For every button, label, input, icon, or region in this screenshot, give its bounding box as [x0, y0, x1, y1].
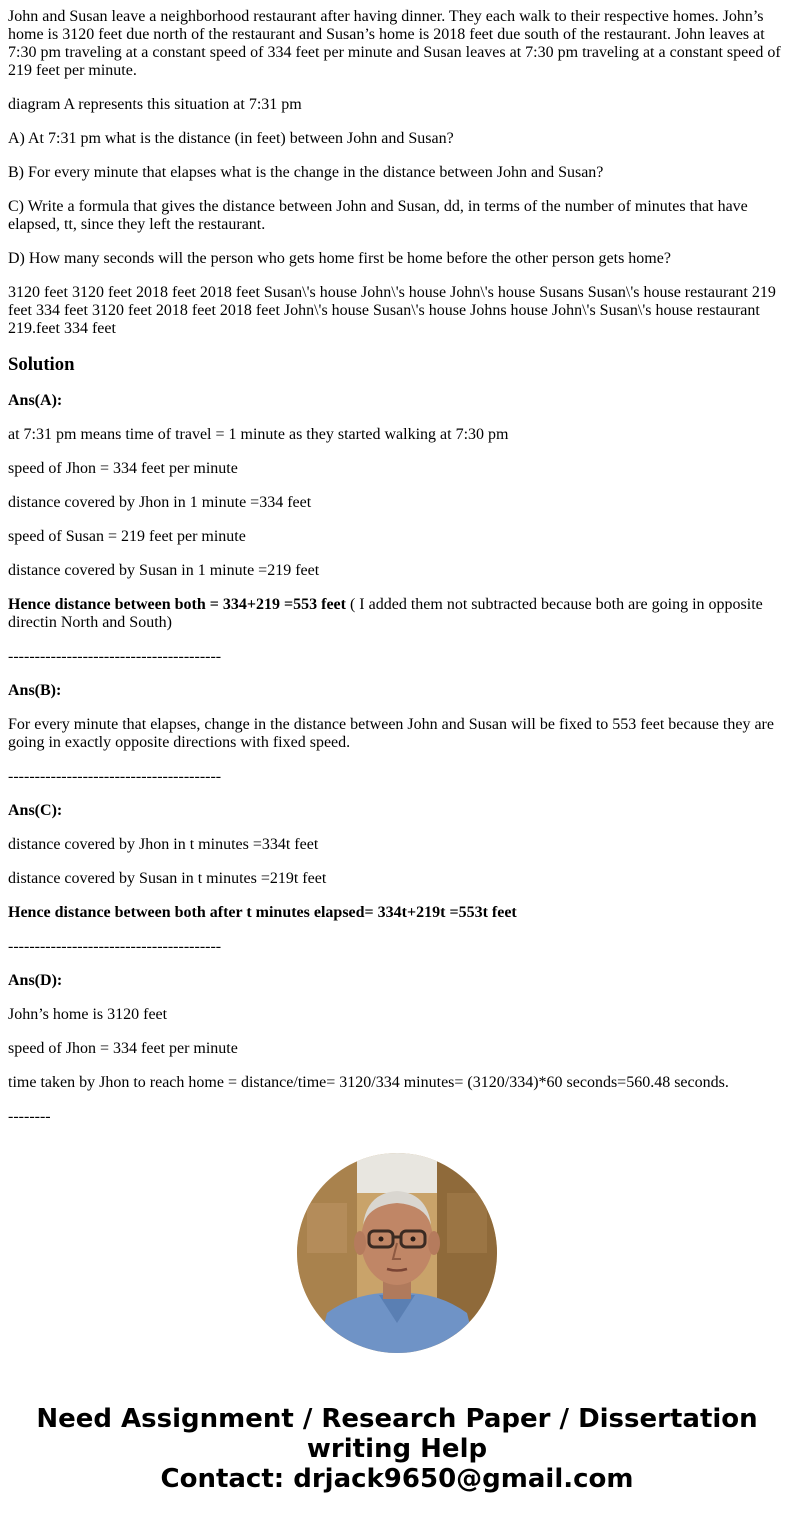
- answer-a-label: [8, 392, 786, 410]
- answer-d-label-text: Ans(D):: [8, 972, 63, 989]
- answer-d-label: [8, 972, 786, 990]
- separator-1: ----------------------------------------: [8, 648, 222, 665]
- author-portrait-image: [297, 1153, 497, 1353]
- answer-a-line3: distance covered by Jhon in 1 minute =334 feet: [8, 494, 312, 511]
- answer-a-line2: speed of Jhon = 334 feet per minute: [8, 460, 238, 477]
- question-part-b: B) For every minute that elapses what is the change in the distance between John and Susan?: [8, 164, 604, 181]
- footer-contact: [0, 1404, 794, 1494]
- answer-b-label-text: Ans(B):: [8, 682, 62, 699]
- footer-contact-email: Contact: drjack9650@gmail.com: [160, 1464, 634, 1494]
- answer-a-result-note: ( I added them not subtracted because both are going in opposite directin North and South): [8, 596, 763, 631]
- separator-3: ----------------------------------------: [8, 938, 222, 955]
- diagram-note: diagram A represents this situation at 7:31 pm: [8, 96, 302, 113]
- question-part-d: D) How many seconds will the person who gets home first be home before the other person gets home?: [8, 250, 671, 267]
- answer-b-label: [8, 682, 786, 700]
- separator-short: --------: [8, 1108, 51, 1125]
- answer-a-line5: distance covered by Susan in 1 minute =219 feet: [8, 562, 320, 579]
- answer-a-line1: at 7:31 pm means time of travel = 1 minute as they started walking at 7:30 pm: [8, 426, 509, 443]
- answer-c-label: [8, 802, 786, 820]
- author-avatar: [297, 1153, 497, 1353]
- question-part-c: C) Write a formula that gives the distance between John and Susan, dd, in terms of the number of minutes that have elapsed, tt, since they left the restaurant.: [8, 198, 748, 233]
- diagram-text: 3120 feet 3120 feet 2018 feet 2018 feet Susan\'s house John\'s house John\'s house Susans Susan\'s house restaurant 219 feet 334 feet 3120 feet 2018 feet 2018 feet John\'s house Susan\'s house Johns house John\'s Susan\'s house restaurant 219.feet 334 feet: [8, 284, 776, 337]
- answer-d-line2: speed of Jhon = 334 feet per minute: [8, 1040, 238, 1057]
- footer-line-1: Need Assignment / Research Paper / Dissertation: [36, 1404, 758, 1434]
- answer-d-line1: John’s home is 3120 feet: [8, 1006, 168, 1023]
- separator-2: ----------------------------------------: [8, 768, 222, 785]
- question-intro: John and Susan leave a neighborhood restaurant after having dinner. They each walk to their respective homes. John’s home is 3120 feet due north of the restaurant and Susan’s home is 2018 feet due south of the restaurant. John leaves at 7:30 pm traveling at a constant speed of 334 feet per minute and Susan leaves at 7:30 pm traveling at a constant speed of 219 feet per minute.: [8, 8, 781, 79]
- answer-a-result-bold: Hence distance between both = 334+219 =553 feet: [8, 596, 346, 613]
- answer-c-line1: distance covered by Jhon in t minutes =334t feet: [8, 836, 319, 853]
- answer-d-line3: time taken by Jhon to reach home = distance/time= 3120/334 minutes= (3120/334)*60 seconds=560.48 seconds.: [8, 1074, 729, 1091]
- answer-a-label-text: Ans(A):: [8, 392, 63, 409]
- question-part-a: A) At 7:31 pm what is the distance (in feet) between John and Susan?: [8, 130, 454, 147]
- footer-line-2: writing Help: [306, 1434, 488, 1464]
- solution-heading: Solution: [8, 354, 75, 375]
- answer-c-line2: distance covered by Susan in t minutes =219t feet: [8, 870, 327, 887]
- main-content: [8, 8, 786, 1142]
- answer-c-label-text: Ans(C):: [8, 802, 63, 819]
- answer-c-result: [8, 904, 786, 922]
- answer-a-line4: speed of Susan = 219 feet per minute: [8, 528, 246, 545]
- answer-b-text: For every minute that elapses, change in the distance between John and Susan will be fixed to 553 feet because they are going in exactly opposite directions with fixed speed.: [8, 716, 774, 751]
- answer-a-result: [8, 596, 786, 632]
- answer-c-result-bold: Hence distance between both after t minutes elapsed= 334t+219t =553t feet: [8, 904, 517, 921]
